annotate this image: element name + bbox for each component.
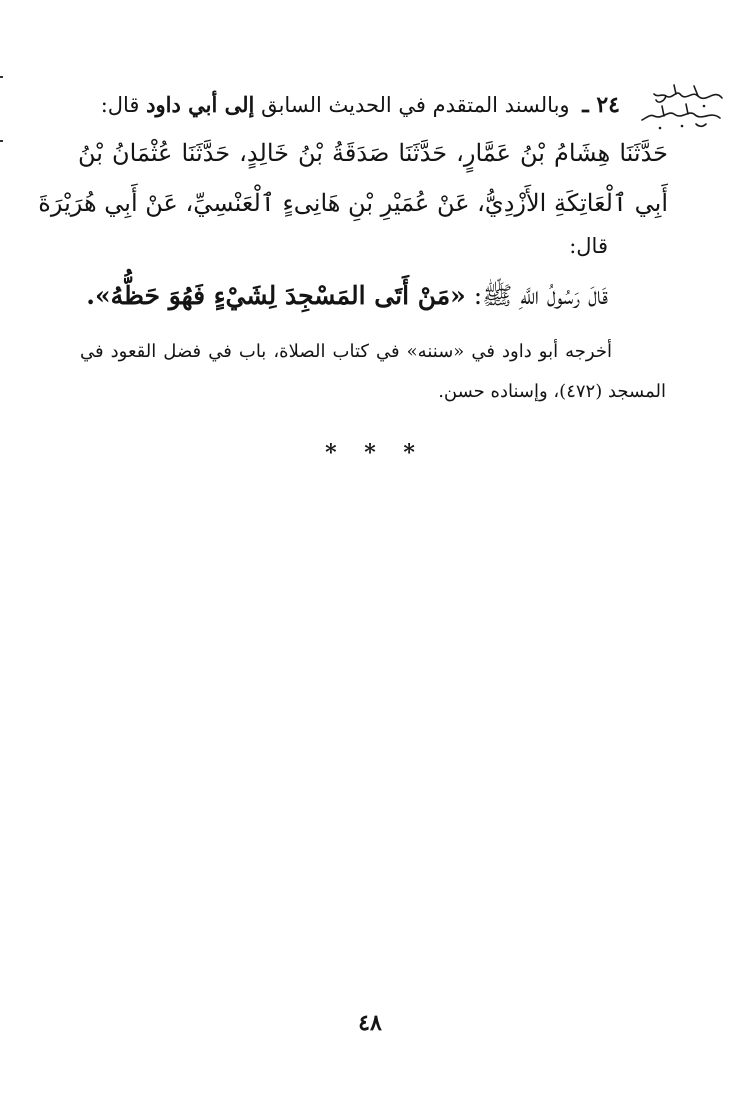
scan-mark [0,140,3,142]
handwritten-signature [636,84,726,136]
matn-prefix: قَالَ رَسُولُ اللَّهِ ﷺ: [473,281,608,310]
hadith-number: ٢٤ ـ [582,92,620,118]
hadith-text [86,280,608,317]
hadith-intro-end: قال: [100,93,140,117]
matn-body: «مَنْ أَتَى المَسْجِدَ لِشَيْءٍ فَهُوَ حَظُّهُ». [86,281,466,310]
isnad-line: حَدَّثَنَا هِشَامُ بْنُ عَمَّارٍ، حَدَّثَنَا صَدَقَةُ بْنُ خَالِدٍ، حَدَّثَنَا عُثْمَانُ بْنُ [78,139,668,167]
takhrij-line: أخرجه أبو داود في «سننه» في كتاب الصلاة، باب في فضل القعود في [80,341,612,362]
hadith-heading [100,92,620,118]
isnad-line: أَبِي ٱلْعَاتِكَةِ الأَزْدِيُّ، عَنْ عُمَيْرِ بْنِ هَانِىءٍ ٱلْعَنْسِيِّ، عَنْ أَبِي هُرَيْرَةَ [38,189,668,217]
scan-mark [0,76,3,78]
section-divider: * * * [325,440,425,466]
page-number: ٤٨ [358,1010,382,1036]
hadith-intro: وبالسند المتقدم في الحديث السابق [261,93,570,117]
takhrij-line: المسجد (٤٧٢)، وإسناده حسن. [438,381,666,402]
isnad-line: قال: [569,234,608,258]
hadith-intro-emphasis: إلى أبي داود [146,92,255,117]
